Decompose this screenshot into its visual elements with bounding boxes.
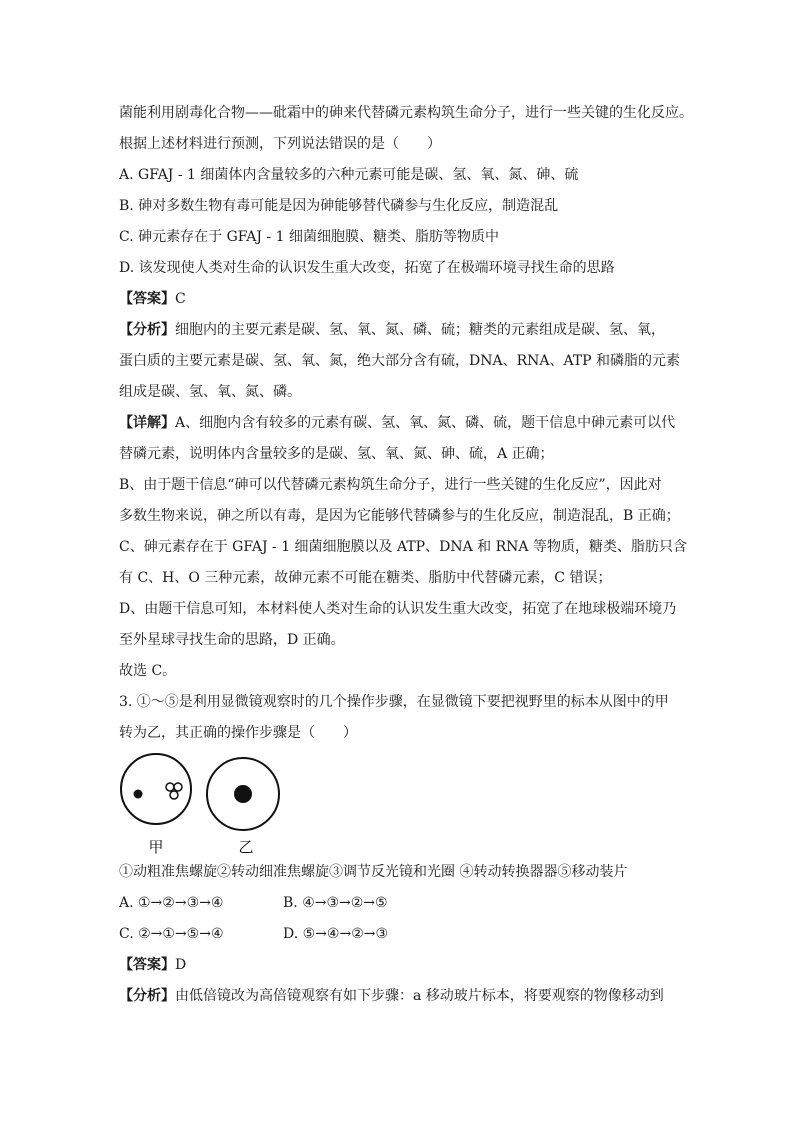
q2-option-a: A. GFAJ - 1 细菌体内含量较多的六种元素可能是碳、氢、氧、氮、砷、硫 (119, 167, 579, 183)
q2-analysis-line3: 组成是碳、氢、氧、氮、磷。 (119, 384, 301, 400)
answer-value: C (175, 291, 186, 307)
q2-conclusion: 故选 C。 (119, 663, 177, 679)
q3-option-a: A. ①→②→③→④ (119, 895, 224, 911)
q2-detail-line2: 替磷元素，说明体内含量较多的是碳、氢、氧、氮、砷、硫，A 正确； (119, 446, 554, 462)
q3-analysis-line1 (119, 986, 664, 1006)
q2-option-c: C. 砷元素存在于 GFAJ - 1 细菌细胞膜、糖类、脂肪等物质中 (119, 229, 499, 245)
q2-answer (119, 289, 186, 309)
q2-option-d: D. 该发现使人类对生命的认识发生重大改变，拓宽了在极端环境寻找生命的思路 (119, 260, 615, 276)
q2-analysis-line1 (119, 320, 665, 340)
q2-detail-line6: 有 C、H、O 三种元素，故砷元素不可能在糖类、脂肪中代替磷元素，C 错误； (119, 570, 612, 586)
q2-stem-line1: 菌能利用剧毒化合物——砒霜中的砷来代替磷元素构筑生命分子，进行一些关键的生化反应。 (119, 105, 693, 121)
q2-detail-line4: 多数生物来说，砷之所以有毒，是因为它能够代替磷参与的生化反应，制造混乱，B 正确； (119, 508, 680, 524)
field-jia (121, 754, 191, 856)
q2-detail-line8: 至外星球寻找生命的思路，D 正确。 (119, 632, 345, 648)
q3-steps: ①动粗准焦螺旋②转动细准焦螺旋③调节反光镜和光圈 ④转动转换器器⑤移动装片 (119, 864, 628, 880)
label-yi: 乙 (238, 838, 254, 856)
field-jia-circle (121, 754, 191, 824)
field-yi (207, 758, 279, 856)
analysis-tag: 【分析】 (119, 988, 175, 1004)
q2-detail-line7: D、由题干信息可知，本材料使人类对生命的认识发生重大改变，拓宽了在地球极端环境乃 (119, 601, 677, 617)
cell-icon (174, 783, 182, 791)
q3-answer (119, 955, 186, 975)
analysis-text: 由低倍镜改为高倍镜观察有如下步骤：a 移动玻片标本，将要观察的物像移动到 (175, 988, 664, 1004)
analysis-tag: 【分析】 (119, 322, 175, 338)
q3-option-d: D. ⑤→④→②→③ (283, 926, 389, 942)
label-jia: 甲 (148, 838, 164, 856)
q3-option-c: C. ②→①→⑤→④ (119, 926, 224, 942)
answer-tag: 【答案】 (119, 291, 175, 307)
detail-tag: 【详解】 (119, 415, 175, 431)
detail-text: A、细胞内含有较多的元素有碳、氢、氧、氮、磷、硫，题干信息中砷元素可以代 (175, 415, 676, 431)
q3-stem-line2: 转为乙，其正确的操作步骤是（ ） (119, 725, 357, 741)
q2-stem-line2: 根据上述材料进行预测，下列说法错误的是（ ） (119, 136, 441, 152)
cell-icon (170, 791, 178, 799)
q2-detail-line3: B、由于题干信息“砷可以代替磷元素构筑生命分子，进行一些关键的生化反应”，因此对 (119, 477, 662, 493)
q2-detail-line5: C、砷元素存在于 GFAJ - 1 细菌细胞膜以及 ATP、DNA 和 RNA 等物质，糖类、脂肪只含 (119, 539, 687, 555)
field-jia-dot (134, 790, 143, 799)
cell-icon (166, 783, 174, 791)
field-yi-dot (234, 785, 252, 803)
answer-tag: 【答案】 (119, 957, 175, 973)
answer-value: D (175, 957, 187, 973)
analysis-text: 细胞内的主要元素是碳、氢、氧、氮、磷、硫；糖类的元素组成是碳、氢、氧， (175, 322, 665, 338)
q2-analysis-line2: 蛋白质的主要元素是碳、氢、氧、氮，绝大部分含有硫，DNA、RNA、ATP 和磷脂的元素 (119, 353, 681, 369)
q3-option-b: B. ④→③→②→⑤ (283, 895, 388, 911)
q2-detail-line1 (119, 413, 675, 433)
q2-option-b: B. 砷对多数生物有毒可能是因为砷能够替代磷参与生化反应，制造混乱 (119, 198, 559, 214)
microscope-field-figure (119, 752, 319, 862)
q3-stem-line1: 3. ①～⑤是利用显微镜观察时的几个操作步骤，在显微镜下要把视野里的标本从图中的甲 (119, 694, 669, 710)
